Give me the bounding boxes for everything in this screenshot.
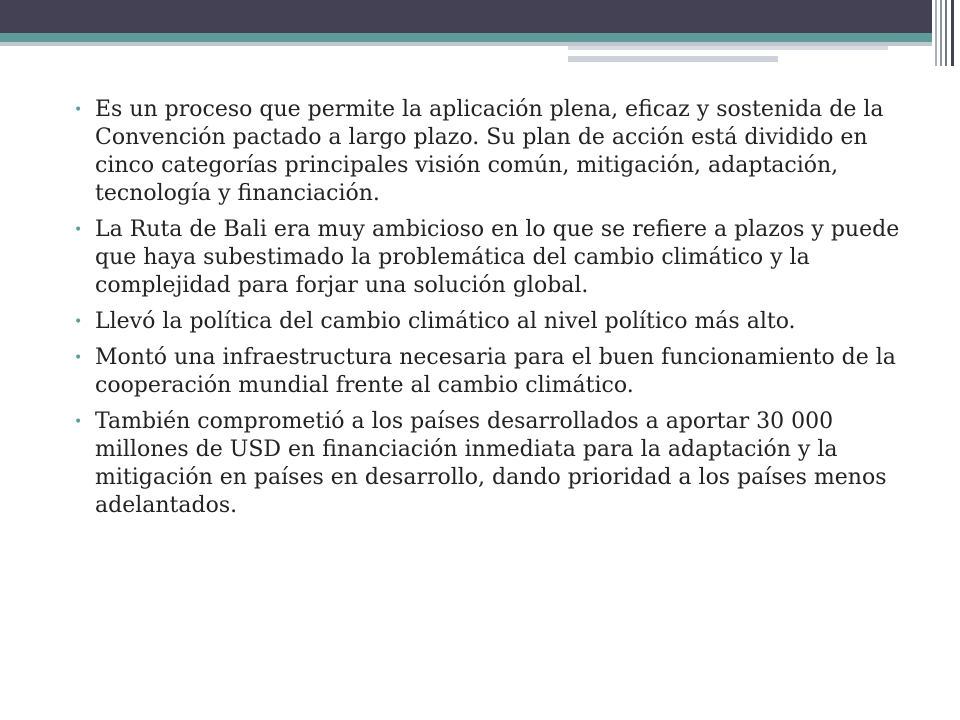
bullet-item	[72, 344, 922, 400]
header-accent-divider	[568, 50, 888, 52]
bullet-dot-icon: •	[74, 222, 83, 238]
vertical-line	[945, 0, 947, 66]
header-teal-stripe	[0, 33, 960, 42]
bullet-item	[72, 216, 922, 300]
vertical-line	[951, 0, 954, 66]
bullet-dot-icon: •	[74, 102, 83, 118]
bullet-dot-icon: •	[74, 350, 83, 366]
bullet-dot-icon: •	[74, 414, 83, 430]
bullet-item	[72, 96, 922, 208]
bullet-text: También comprometió a los países desarrollados a aportar 30 000 millones de USD en financiación inmediata para la adaptación y la mitigación en países en desarrollo, dando prioridad a los países menos adelantados.	[95, 409, 887, 518]
vertical-line	[940, 0, 942, 66]
bullet-item	[72, 308, 922, 336]
bullet-text: La Ruta de Bali era muy ambicioso en lo que se refiere a plazos y puede que haya subestimado la problemática del cambio climático y la complejidad para forjar una solución global.	[95, 217, 900, 298]
bullet-text: Llevó la política del cambio climático al nivel político más alto.	[95, 309, 796, 334]
vertical-line	[935, 0, 937, 66]
slide-body	[72, 96, 922, 528]
bullet-text: Montó una infraestructura necesaria para el buen funcionamiento de la cooperación mundial frente al cambio climático.	[95, 345, 896, 398]
header-vertical-lines	[932, 0, 960, 66]
bullet-list	[72, 96, 922, 520]
header-accent-bar-short	[568, 56, 778, 62]
bullet-item	[72, 408, 922, 520]
header-band	[0, 0, 960, 33]
bullet-text: Es un proceso que permite la aplicación plena, eficaz y sostenida de la Convención pactado a largo plazo. Su plan de acción está dividido en cinco categorías principales visión común, mitigación, adaptación, tecnología y financiación.	[95, 97, 884, 206]
bullet-dot-icon: •	[74, 314, 83, 330]
